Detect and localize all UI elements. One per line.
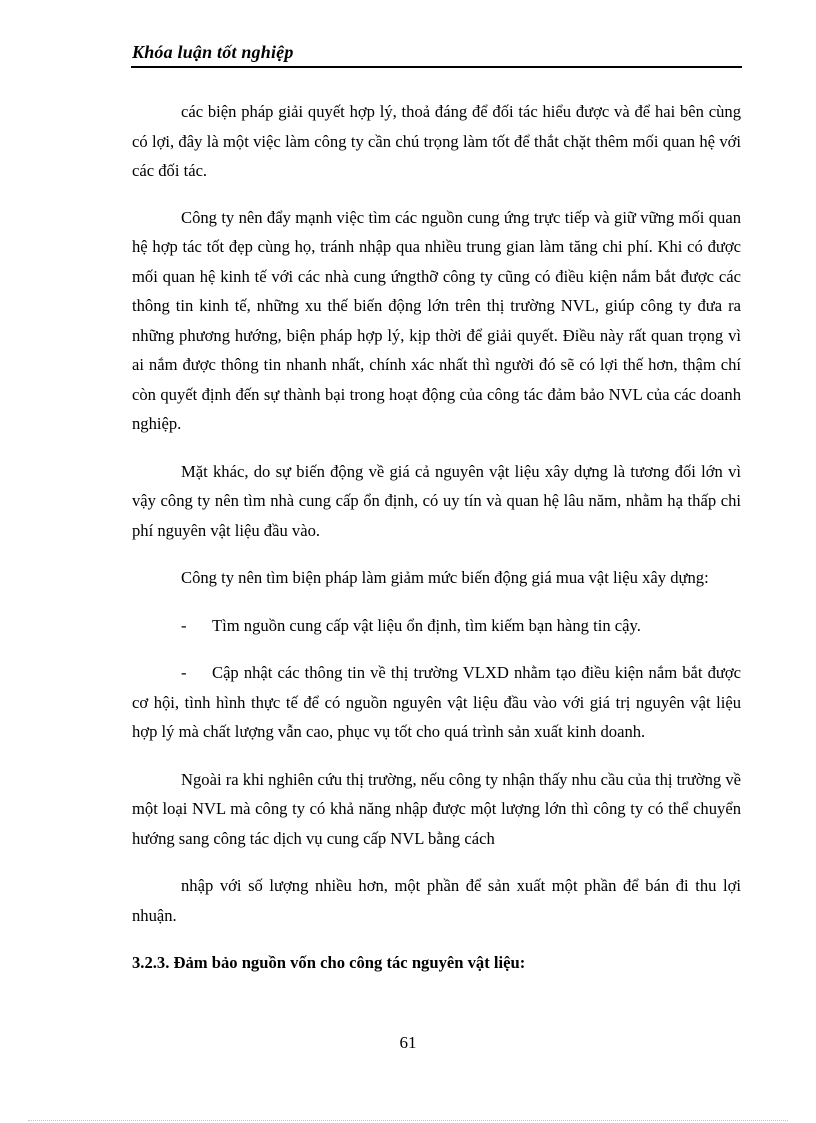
bullet-dash: - [181,615,187,635]
paragraph-4: Công ty nên tìm biện pháp làm giảm mức biến động giá mua vật liệu xây dựng: [181,568,709,587]
header-rule [131,66,742,68]
bullet-dash: - [181,663,187,682]
running-header-title: Khóa luận tốt nghiệp [132,42,294,62]
paragraph-3: Mặt khác, do sự biến động về giá cả nguyên vật liệu xây dựng là tương đối lớn vì vậy công ty nên tìm nhà cung cấp ổn định, có uy tín và quan hệ lâu năm, nhằm hạ thấp chi phí nguyên vật liệu đầu vào. [132,461,741,540]
page-bottom-divider [28,1120,788,1121]
paragraph-1: các biện pháp giải quyết hợp lý, thoả đáng để đối tác hiểu được và để hai bên cùng có lợi, đây là một việc làm công ty cần chú trọng làm tốt để thắt chặt thêm mối quan hệ với các đối tác. [132,102,741,180]
paragraph-5: Ngoài ra khi nghiên cứu thị trường, nếu công ty nhận thấy nhu cầu của thị trường về một loại NVL mà công ty có khả năng nhập được một lượng lớn thì công ty có thể chuyển hướng sang công tác dịch vụ cung cấp NVL bằng cách [132,769,741,848]
paragraph-6: nhập với số lượng nhiều hơn, một phần để sản xuất một phần để bán đi thu lợi nhuận. [132,876,741,925]
bullet-item-2 [132,658,741,747]
document-body [132,97,741,978]
page-number: 61 [399,1033,417,1052]
section-heading: 3.2.3. Đảm bảo nguồn vốn cho công tác nguyên vật liệu: [132,953,526,972]
bullet-item-1 [132,611,741,641]
paragraph-2: Công ty nên đẩy mạnh việc tìm các nguồn cung ứng trực tiếp và giữ vững mối quan hệ hợp tác tốt đẹp cùng họ, tránh nhập qua nhiều trung gian làm tăng chi phí. Khi có được mối quan hệ kinh tế với các nhà cung ứngthỡ công ty cũng có điều kiện nắm bắt được các thông tin kinh tế, những xu thế biến động lớn trên thị trường NVL, giúp công ty đưa ra những phương hướng, biện pháp hợp lý, kịp thời để giải quyết. Điều này rất quan trọng vì ai nắm được thông tin nhanh nhất, chính xác nhất thì người đó sẽ có lợi thế hơn, thậm chí còn quyết định đến sự thành bại trong hoạt động của công tác đảm bảo NVL của các doanh nghiệp. [132,207,741,433]
bullet-text: Cập nhật các thông tin về thị trường VLXD nhằm tạo điều kiện nắm bắt được cơ hội, tình hình thực tế để có nguồn nguyên vật liệu đầu vào với giá trị nguyên vật liệu hợp lý mà chất lượng vẫn cao, phục vụ tốt cho quá trình sản xuất kinh doanh. [132,663,741,741]
bullet-text: Tìm nguồn cung cấp vật liệu ổn định, tìm kiếm bạn hàng tin cậy. [212,615,641,635]
